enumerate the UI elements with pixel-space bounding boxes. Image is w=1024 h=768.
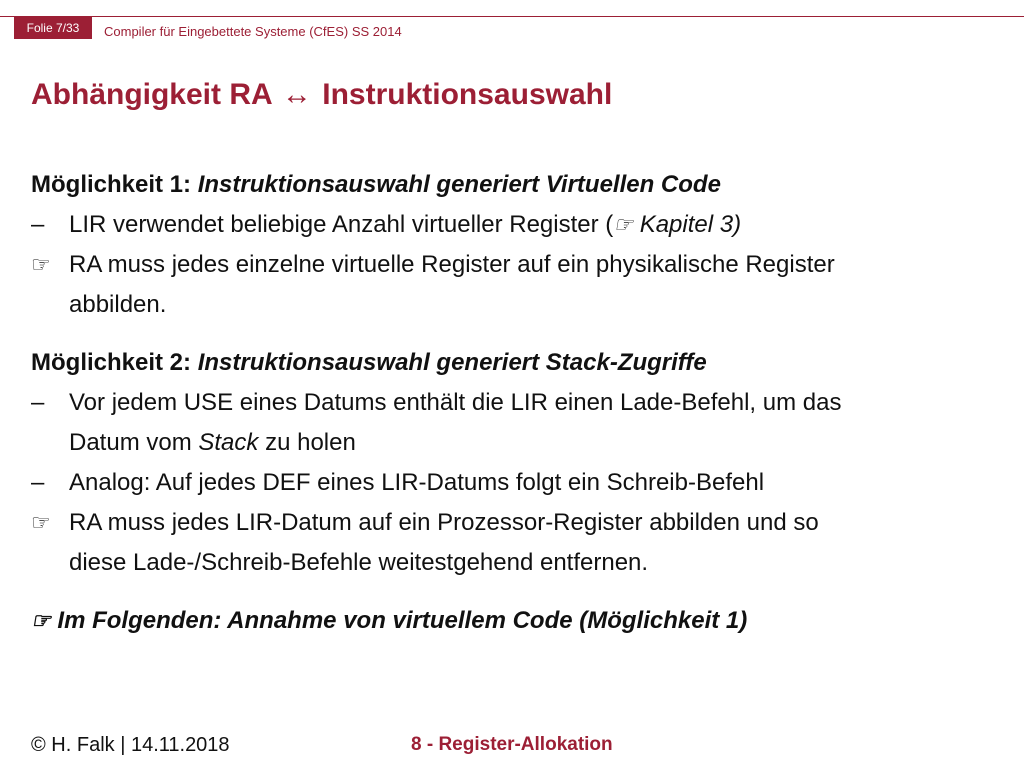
- section-option-2: [31, 343, 991, 583]
- heading-text: Instruktionsauswahl generiert Stack-Zugriffe: [197, 349, 707, 376]
- footer-chapter: 8 - Register-Allokation: [411, 734, 613, 755]
- section-option-1: [31, 165, 991, 325]
- item-line: Vor jedem USE eines Datums enthält die LIR einen Lade-Befehl, um das: [69, 389, 842, 416]
- dash-bullet: –: [31, 211, 45, 238]
- item-line: RA muss jedes LIR-Datum auf ein Prozessor-Register abbilden und so: [69, 509, 819, 536]
- course-title: Compiler für Eingebettete Systeme (CfES) SS 2014: [104, 24, 402, 39]
- heading-text: Instruktionsauswahl generiert Virtuellen Code: [197, 171, 721, 198]
- section-heading: [31, 165, 991, 205]
- slide-content: [31, 165, 991, 665]
- left-right-arrow-icon: ↔: [281, 78, 312, 111]
- dash-bullet: –: [31, 469, 45, 496]
- pointing-hand-icon: ☞: [31, 608, 51, 633]
- heading-label: Möglichkeit 2:: [31, 349, 192, 376]
- pointing-hand-icon: ☞: [31, 252, 51, 277]
- slide-title: [31, 78, 612, 112]
- item-text: Analog: Auf jedes DEF eines LIR-Datums folgt ein Schreib-Befehl: [69, 469, 765, 496]
- conclusion-text: Im Folgenden: Annahme von virtuellem Code (Möglichkeit 1): [57, 607, 748, 634]
- heading-label: Möglichkeit 1:: [31, 171, 192, 198]
- item-line-emphasis: Stack: [198, 429, 259, 456]
- list-item: [31, 205, 991, 245]
- list-item: [31, 245, 991, 325]
- item-line-post: zu holen: [265, 429, 356, 456]
- list-item: [31, 463, 991, 503]
- item-line-pre: Datum vom: [69, 429, 192, 456]
- item-line: diese Lade-/Schreib-Befehle weitestgehend entfernen.: [69, 549, 649, 576]
- pointing-hand-icon: ☞: [31, 510, 51, 535]
- list-item: [31, 383, 991, 463]
- item-line: abbilden.: [69, 291, 167, 318]
- item-ref-text: Kapitel 3): [639, 211, 742, 238]
- dash-bullet: –: [31, 389, 45, 416]
- title-left: Abhängigkeit RA: [31, 78, 272, 111]
- footer-author-date: © H. Falk | 14.11.2018: [31, 734, 230, 756]
- title-right: Instruktionsauswahl: [322, 78, 613, 111]
- conclusion: [31, 601, 991, 641]
- list-item: [31, 503, 991, 583]
- header-divider: [0, 16, 1024, 17]
- item-text: LIR verwendet beliebige Anzahl virtueller Register (: [69, 211, 614, 238]
- slide-number-badge: Folie 7/33: [14, 17, 92, 39]
- pointing-hand-icon: ☞: [613, 212, 634, 237]
- section-heading: [31, 343, 991, 383]
- item-line: RA muss jedes einzelne virtuelle Register auf ein physikalische Register: [69, 251, 835, 278]
